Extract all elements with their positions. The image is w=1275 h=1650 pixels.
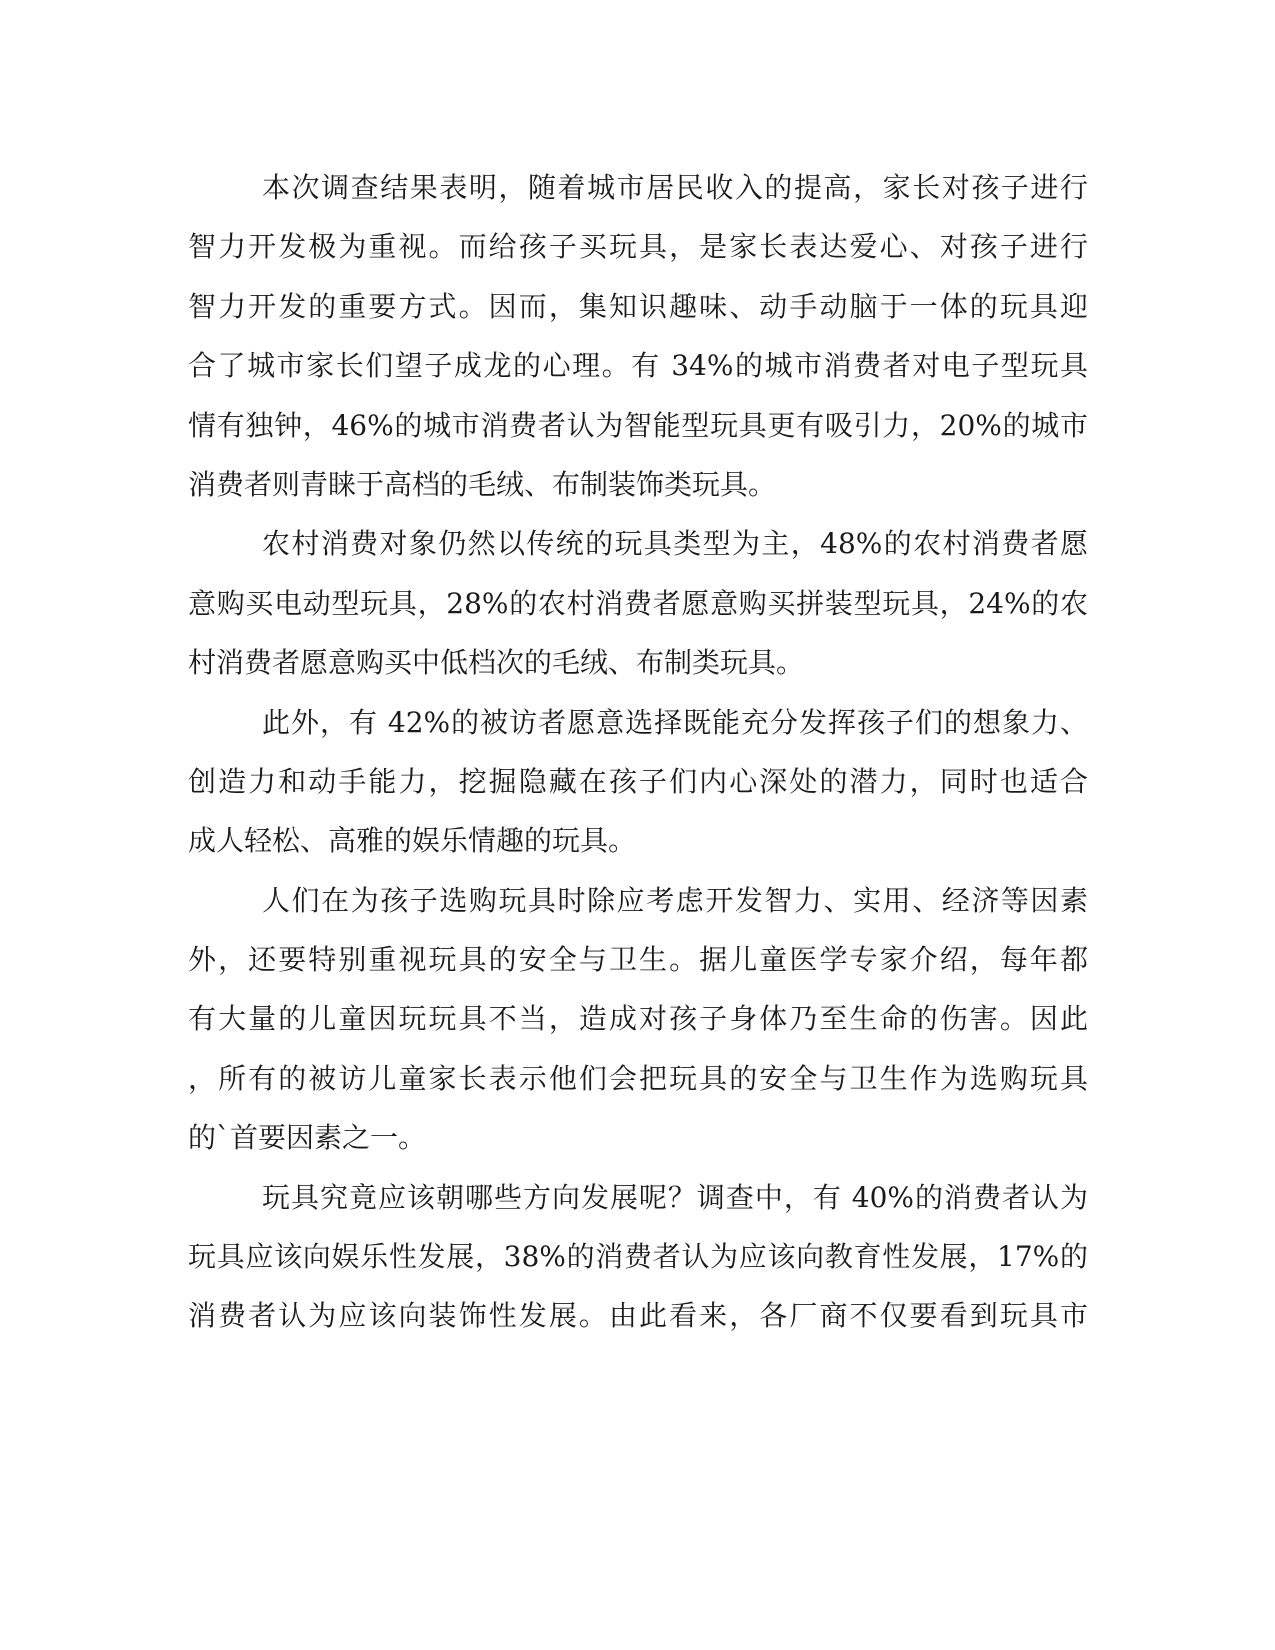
text-line: 合了城市家长们望子成龙的心理。有 34%的城市消费者对电子型玩具 <box>188 349 1088 383</box>
text-line: 本次调查结果表明，随着城市居民收入的提高，家长对孩子进行 <box>262 171 1088 204</box>
text-line: 此外，有 42%的被访者愿意选择既能充分发挥孩子们的想象力、 <box>262 705 1088 739</box>
text-line: 消费者则青睐于高档的毛绒、布制装饰类玩具。 <box>188 467 777 501</box>
paragraph-toy-safety <box>188 871 1088 1168</box>
text-line: 智力开发极为重视。而给孩子买玩具，是家长表达爱心、对孩子进行 <box>188 230 1088 264</box>
text-line: ，所有的被访儿童家长表示他们会把玩具的安全与卫生作为选购玩具 <box>188 1061 1088 1095</box>
text-line: 有大量的儿童因玩玩具不当，造成对孩子身体乃至生命的伤害。因此 <box>188 1002 1088 1036</box>
text-line: 的`首要因素之一。 <box>188 1121 427 1155</box>
text-line: 村消费者愿意购买中低档次的毛绒、布制类玩具。 <box>188 646 805 680</box>
text-line: 消费者认为应该向装饰性发展。由此看来，各厂商不仅要看到玩具市 <box>188 1299 1088 1333</box>
document-body <box>188 158 1088 1346</box>
paragraph-rural-consumers <box>188 514 1088 692</box>
text-line: 人们在为孩子选购玩具时除应考虑开发智力、实用、经济等因素 <box>262 883 1088 917</box>
paragraph-urban-consumers <box>188 158 1088 514</box>
paragraph-creative-toys <box>188 693 1088 871</box>
text-line: 成人轻松、高雅的娱乐情趣的玩具。 <box>188 824 637 858</box>
text-line: 创造力和动手能力，挖掘隐藏在孩子们内心深处的潜力，同时也适合 <box>188 764 1088 798</box>
paragraph-development-direction <box>188 1168 1088 1346</box>
text-line: 情有独钟，46%的城市消费者认为智能型玩具更有吸引力，20%的城市 <box>188 408 1088 442</box>
text-line: 外，还要特别重视玩具的安全与卫生。据儿童医学专家介绍，每年都 <box>188 943 1088 977</box>
text-line: 意购买电动型玩具，28%的农村消费者愿意购买拼装型玩具，24%的农 <box>188 586 1088 620</box>
text-line: 智力开发的重要方式。因而，集知识趣味、动手动脑于一体的玩具迎 <box>188 289 1088 323</box>
text-line: 玩具究竟应该朝哪些方向发展呢？调查中，有 40%的消费者认为 <box>262 1180 1088 1214</box>
text-line: 农村消费对象仍然以传统的玩具类型为主，48%的农村消费者愿 <box>262 527 1088 561</box>
text-line: 玩具应该向娱乐性发展，38%的消费者认为应该向教育性发展，17%的 <box>188 1240 1088 1274</box>
